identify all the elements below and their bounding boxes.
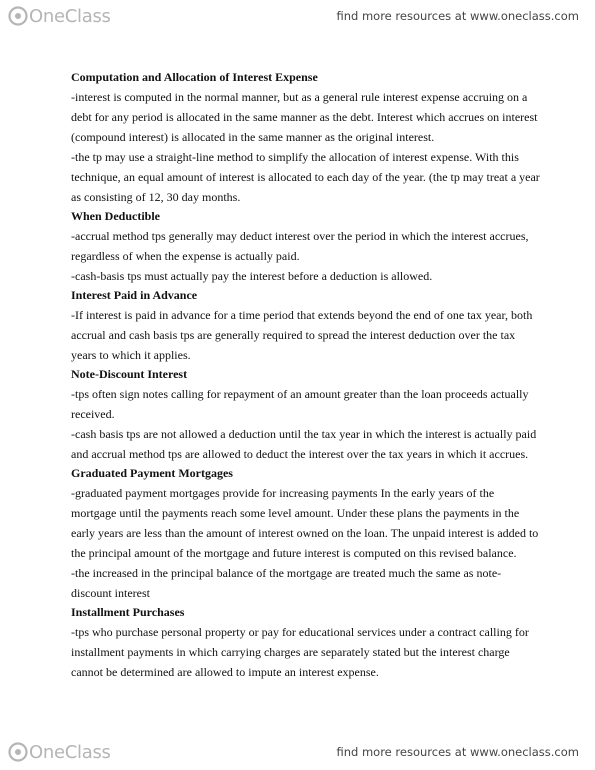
paragraph: -interest is computed in the normal manner, but as a general rule interest expense accruing on a debt for any period is allocated in the same manner as the debt. Interest which accrues on interest (compound interest) is allocated in the same manner as the original interest. [71,90,538,144]
section-heading: Interest Paid in Advance [71,288,198,302]
logo-text: OneClass [29,5,111,27]
section-heading: When Deductible [71,209,161,223]
section-heading: Note-Discount Interest [71,367,188,381]
paragraph: -the tp may use a straight-line method to simplify the allocation of interest expense. With this technique, an equal amount of interest is allocated to each day of the year. (the tp may treat a year as consisting of 12, 30 day months. [71,150,540,204]
paragraph: -tps who purchase personal property or pay for educational services under a contract calling for installment payments in which carrying charges are separately stated but the interest charge cannot be determined are allowed to impute an interest expense. [71,625,529,679]
paragraph: -If interest is paid in advance for a time period that extends beyond the end of one tax year, both accrual and cash basis tps are generally required to spread the interest deduction over the tax years to which it applies. [71,308,533,362]
oneclass-logo[interactable] [8,5,111,27]
page-footer [0,736,595,770]
page-header [0,0,595,34]
section-heading: Installment Purchases [71,605,185,619]
find-more-resources-link[interactable]: find more resources at www.oneclass.com [336,745,579,759]
oneclass-logo-icon [8,741,28,763]
paragraph: -tps often sign notes calling for repayment of an amount greater than the loan proceeds actually received. [71,387,529,421]
paragraph: -the increased in the principal balance of the mortgage are treated much the same as note-discount interest [71,566,502,600]
oneclass-logo-icon [8,5,28,27]
oneclass-logo[interactable] [8,741,111,763]
section-heading: Computation and Allocation of Interest Expense [71,70,318,84]
section-heading: Graduated Payment Mortgages [71,466,233,480]
paragraph: -graduated payment mortgages provide for increasing payments In the early years of the mortgage until the payments reach some level amount. Under these plans the payments in the early years are less than the amount of interest owned on the loan. The unpaid interest is added to the principal amount of the mortgage and future interest is computed on this revised balance. [71,486,539,560]
document-body [71,68,541,682]
paragraph: -cash-basis tps must actually pay the interest before a deduction is allowed. [71,269,433,283]
logo-text: OneClass [29,741,111,763]
paragraph: -accrual method tps generally may deduct interest over the period in which the interest accrues, regardless of when the expense is actually paid. [71,229,529,263]
find-more-resources-link[interactable]: find more resources at www.oneclass.com [336,9,579,23]
paragraph: -cash basis tps are not allowed a deduction until the tax year in which the interest is actually paid and accrual method tps are allowed to deduct the interest over the tax years in which it accrues. [71,427,537,461]
